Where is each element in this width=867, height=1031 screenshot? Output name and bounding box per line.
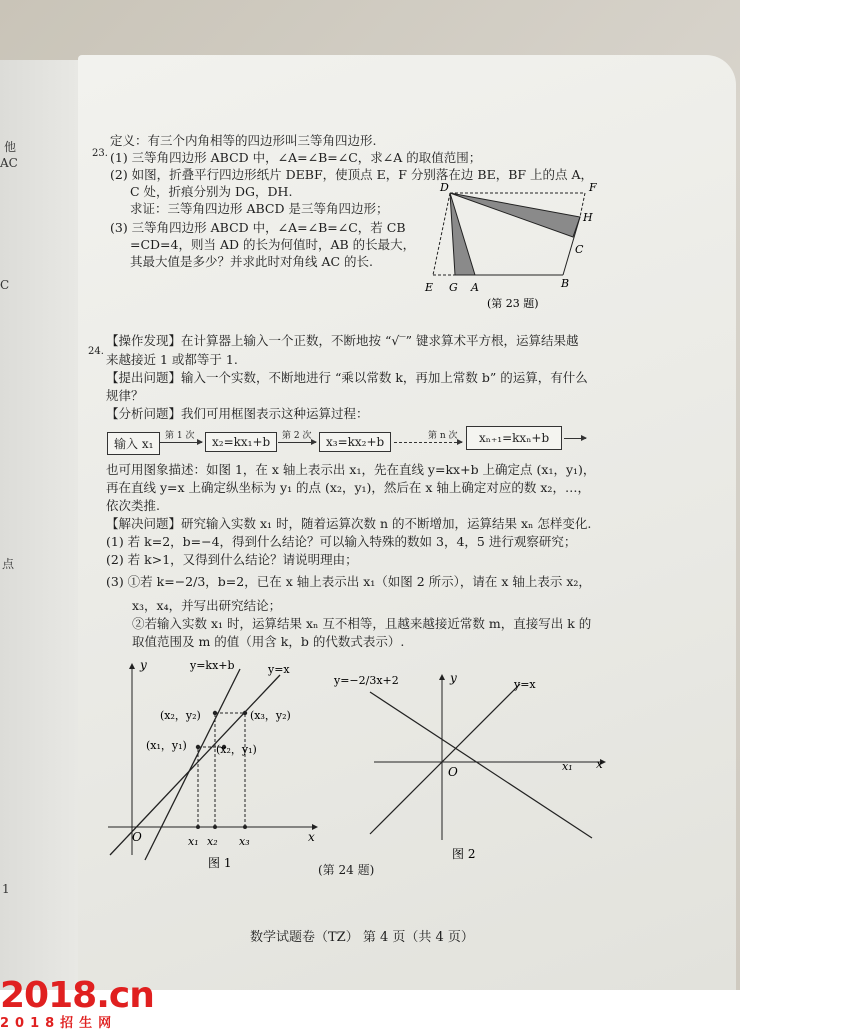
tick-label: x₃ <box>239 835 250 848</box>
line-decreasing <box>370 692 592 838</box>
flow-box-x3: x₃=kx₂+b <box>319 432 391 452</box>
question-number: 23. <box>92 148 108 159</box>
line-kx-plus-b <box>145 669 240 860</box>
point-label: (x₂，y₁) <box>216 743 257 756</box>
q24-figure-2 <box>330 662 620 867</box>
y-label: y <box>140 658 147 672</box>
flow-arrow <box>278 442 316 443</box>
point <box>213 711 217 715</box>
line-label: y=x <box>268 663 290 676</box>
q24-line: (2) 若 k>1，又得到什么结论？请说明理由； <box>106 552 358 567</box>
left-fragment: 他 <box>4 140 17 154</box>
q24-line: 取值范围及 m 的值（用含 k，b 的代数式表示）. <box>132 634 405 649</box>
left-fragment: C <box>0 278 10 292</box>
flow-step-label: 第 1 次 <box>165 431 195 441</box>
y-axis-arrow <box>129 663 135 669</box>
point <box>196 825 200 829</box>
point <box>243 825 247 829</box>
page-footer: 数学试题卷（TZ） 第 4 页（共 4 页） <box>250 930 474 945</box>
q24-line: 也可用图象描述：如图 1，在 x 轴上表示出 x₁，先在直线 y=kx+b 上确定点 (x₁，y₁)， <box>106 462 596 477</box>
point <box>243 711 247 715</box>
q23-part3-end: 其最大值是多少？并求此时对角线 AC 的长. <box>130 254 374 269</box>
tick-label: x₁ <box>188 835 199 848</box>
label-d: D <box>440 181 449 194</box>
point <box>213 825 217 829</box>
q24-line: 依次类推. <box>106 498 160 513</box>
q23-part2-proof: 求证：三等角四边形 ABCD 是三等角四边形； <box>130 201 389 216</box>
q24-line: 【操作发现】在计算器上输入一个正数，不断地按 “√‾” 键求算术平方根，运算结果越 <box>106 333 579 348</box>
q24-line: 来越接近 1 或都等于 1. <box>106 352 238 367</box>
flow-box-x2: x₂=kx₁+b <box>205 432 277 452</box>
flow-arrow <box>564 438 586 439</box>
y-axis-arrow <box>439 674 445 680</box>
y-label: y <box>450 671 457 685</box>
triangle-dga <box>450 193 475 275</box>
point-label: (x₁，y₁) <box>146 739 187 752</box>
q23-figure <box>415 175 610 315</box>
q23-figure-caption: (第 23 题) <box>487 297 539 310</box>
left-fragment: 1 <box>2 882 10 896</box>
line-label: y=kx+b <box>190 659 235 672</box>
figure-caption: 图 1 <box>208 856 232 870</box>
watermark-main: 2018.cn <box>0 975 154 1016</box>
flow-step-label: 第 n 次 <box>428 431 458 441</box>
question-number: 24. <box>88 346 104 357</box>
q24-line: ②若输入实数 x₁ 时，运算结果 xₙ 互不相等，且越来越接近常数 m，直接写出 k 的 <box>132 616 592 631</box>
flow-box-input: 输入 x₁ <box>107 432 160 455</box>
flow-box-xn: xₙ₊₁=kxₙ+b <box>466 426 562 450</box>
line-y-equals-x <box>110 675 280 855</box>
label-f: F <box>589 181 597 194</box>
point-label: (x₃，y₂) <box>250 709 291 722</box>
watermark-sub: 2018招生网 <box>0 1016 118 1031</box>
flow-step-label: 第 2 次 <box>282 431 312 441</box>
label-g: G <box>449 281 458 294</box>
label-a: A <box>471 281 479 294</box>
label-b: B <box>561 277 570 290</box>
q24-line: (3) ①若 k=−2/3，b=2，已在 x 轴上表示出 x₁（如图 2 所示），请在 x 轴上表示 x₂， <box>106 574 591 589</box>
x-label: x <box>596 757 603 771</box>
x-label: x <box>308 830 315 844</box>
q24-line: 【提出问题】输入一个实数，不断地进行 “乘以常数 k，再加上常数 b” 的运算，有什么 <box>106 370 588 385</box>
q24-caption: (第 24 题) <box>318 863 375 877</box>
point <box>196 745 200 749</box>
q24-line: (1) 若 k=2，b=−4，得到什么结论？可以输入特殊的数如 3，4，5 进行观察研究； <box>106 534 577 549</box>
label-c: C <box>575 243 584 256</box>
flow-arrow-dashed <box>394 442 462 443</box>
label-h: H <box>583 211 593 224</box>
q23-part2-cont: C 处，折痕分别为 DG，DH. <box>130 184 293 199</box>
origin-label: O <box>448 765 458 779</box>
origin-label: O <box>132 830 142 844</box>
tick-label: x₁ <box>562 760 573 773</box>
q23-part1: (1) 三等角四边形 ABCD 中，∠A=∠B=∠C，求∠A 的取值范围； <box>110 150 482 165</box>
q24-line: 再在直线 y=x 上确定纵坐标为 y₁ 的点 (x₂，y₁)，然后在 x 轴上确定对应的数 x₂，…， <box>106 480 590 495</box>
line-label: y=−2/3x+2 <box>334 674 399 687</box>
q23-part3: (3) 三等角四边形 ABCD 中，∠A=∠B=∠C，若 CB <box>110 220 406 235</box>
watermark-logo <box>0 975 154 1031</box>
q23-part2: (2) 如图，折叠平行四边形纸片 DEBF，使顶点 E，F 分别落在边 BE，BF 上的点 A， <box>110 167 594 182</box>
q24-line: 【解决问题】研究输入实数 x₁ 时，随着运算次数 n 的不断增加，运算结果 xₙ 怎样变化. <box>106 516 592 531</box>
q23-part3-cont: =CD=4，则当 AD 的长为何值时，AB 的长最大， <box>130 237 416 252</box>
q24-line: 规律？ <box>106 388 144 403</box>
left-fragment: 点 <box>2 557 15 571</box>
label-e: E <box>425 281 434 294</box>
triangle-dhc <box>450 193 580 237</box>
q24-line: 【分析问题】我们可用框图表示这种运算过程： <box>106 406 369 421</box>
left-fragment: AC <box>0 156 18 170</box>
tick-label: x₂ <box>207 835 218 848</box>
q23-definition: 定义：有三个内角相等的四边形叫三等角四边形. <box>110 133 377 148</box>
point-label: (x₂，y₂) <box>160 709 201 722</box>
q24-line: x₃，x₄，并写出研究结论； <box>132 598 282 613</box>
edge-de <box>433 193 450 275</box>
line-label: y=x <box>514 678 536 691</box>
flow-arrow <box>160 442 202 443</box>
left-page-edge <box>0 60 79 990</box>
figure-caption: 图 2 <box>452 847 476 861</box>
q24-figure-1 <box>100 655 325 875</box>
